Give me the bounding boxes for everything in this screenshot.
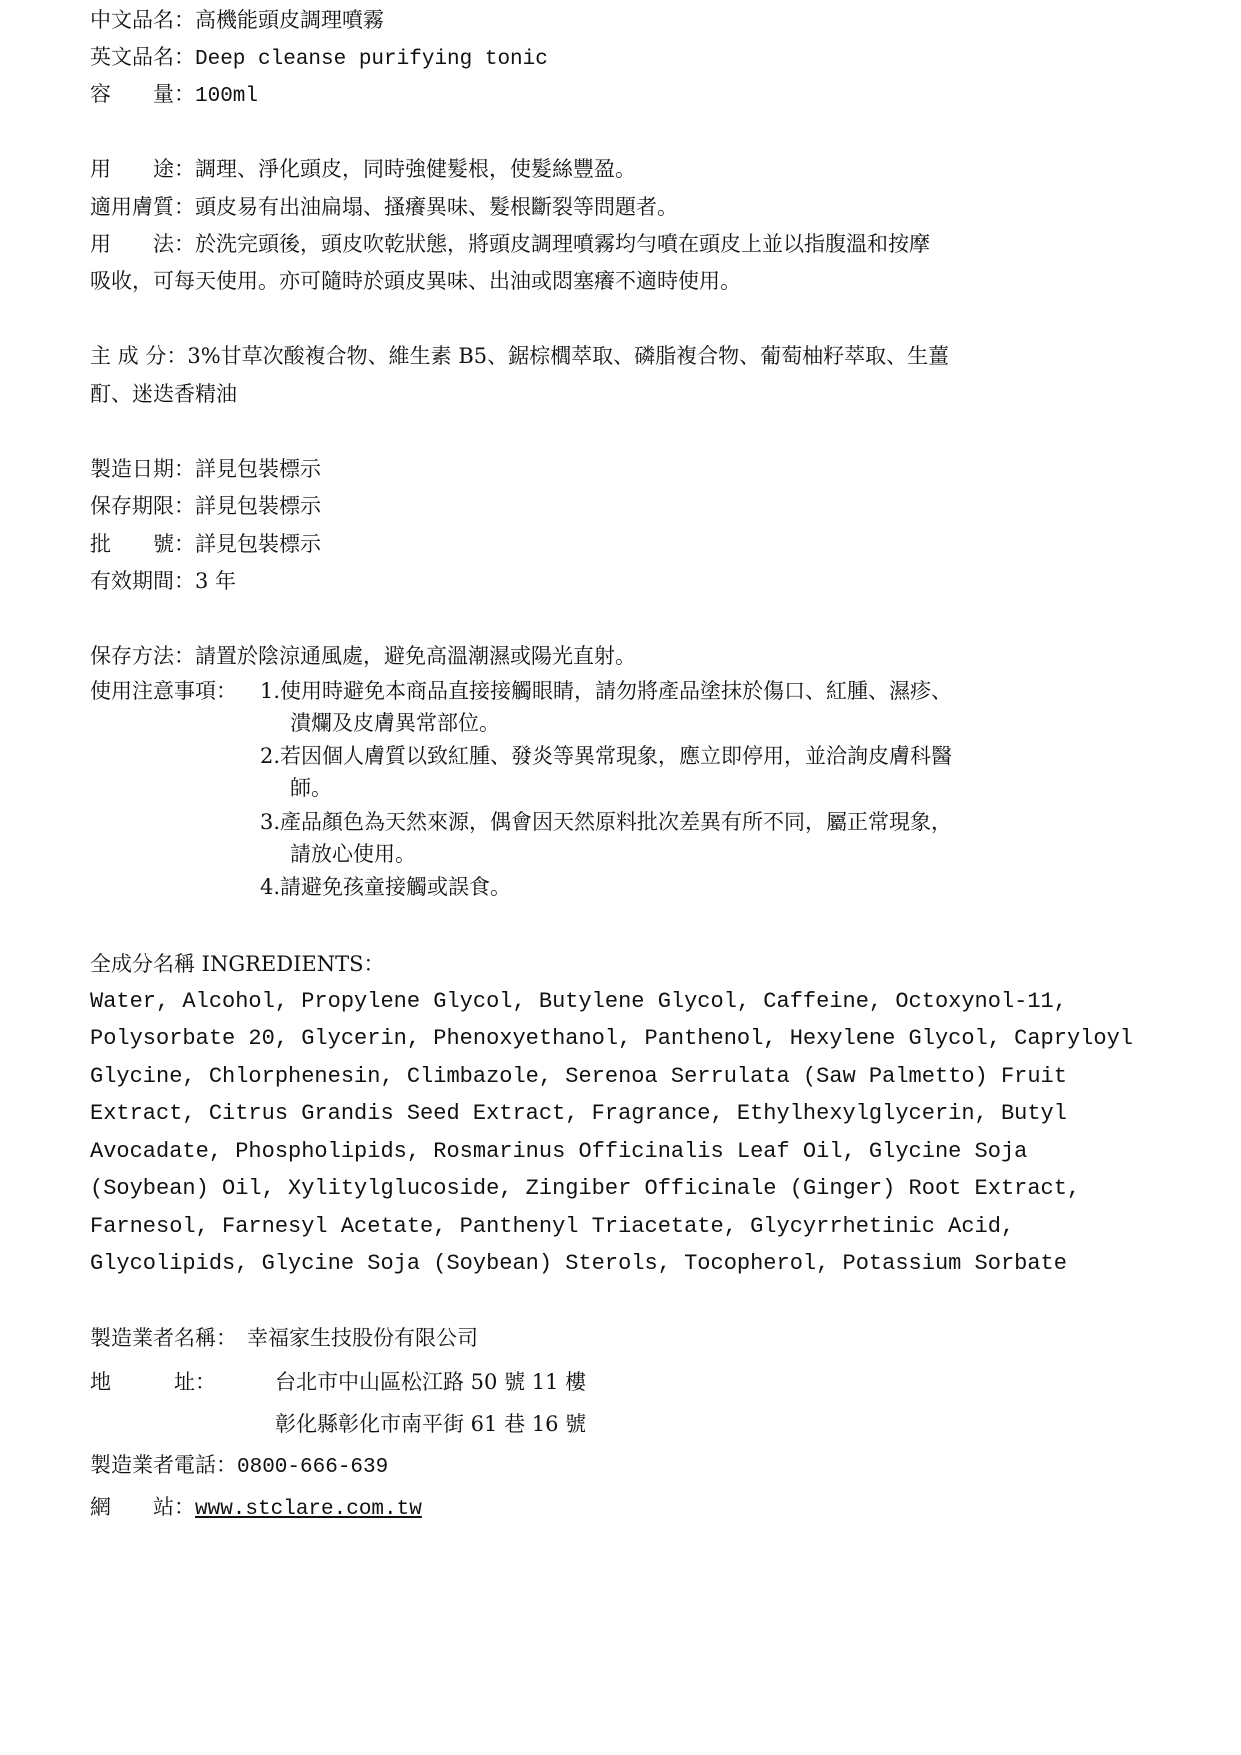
cn-name-label: 中文品名： — [90, 8, 195, 32]
volume-value: 100ml — [195, 85, 259, 108]
method-value-line2: 吸收，可每天使用。亦可隨時於頭皮異味、出油或悶塞癢不適時使用。 — [90, 269, 741, 293]
purpose-row — [90, 155, 636, 183]
skin-type-row — [90, 193, 678, 221]
ingredients-line: (Soybean) Oil, Xylitylglucoside, Zingiber Officinale (Ginger) Root Extract, — [90, 1176, 1081, 1201]
address-row — [90, 1368, 216, 1396]
main-ingredients-row — [90, 342, 949, 370]
cn-name-value: 高機能頭皮調理噴霧 — [195, 8, 384, 32]
precaution-item-3 — [260, 808, 952, 836]
precaution-number: 2. — [260, 744, 281, 768]
address-line-2: 彰化縣彰化市南平街 61 巷 16 號 — [275, 1412, 587, 1436]
mfg-date-label: 製造日期： — [90, 457, 195, 481]
storage-row — [90, 642, 636, 670]
storage-value: 請置於陰涼通風處，避免高溫潮濕或陽光直射。 — [195, 644, 636, 668]
precaution-item-4 — [260, 873, 511, 901]
main-ingredients-label: 主 成 分： — [90, 344, 188, 368]
ingredients-line: Glycine, Chlorphenesin, Climbazole, Serenoa Serrulata (Saw Palmetto) Fruit — [90, 1064, 1067, 1089]
mfg-date-value: 詳見包裝標示 — [195, 457, 321, 481]
full-ingredients-label: 全成分名稱 INGREDIENTS： — [90, 952, 385, 976]
website-row — [90, 1493, 422, 1521]
en-name-label: 英文品名： — [90, 45, 195, 69]
precaution-number: 4. — [260, 875, 281, 899]
expiry-label: 保存期限： — [90, 494, 195, 518]
precaution-text: 使用時避免本商品直接接觸眼睛，請勿將產品塗抹於傷口、紅腫、濕疹、 — [280, 679, 953, 703]
precaution-number: 3. — [260, 810, 281, 834]
phone-value: 0800-666-639 — [237, 1456, 389, 1479]
volume-row — [90, 80, 258, 108]
main-ingredients-row-continued — [90, 380, 237, 408]
method-row-continued — [90, 267, 741, 295]
address-line-1: 台北市中山區松江路 50 號 11 樓 — [275, 1370, 587, 1394]
batch-value: 詳見包裝標示 — [195, 532, 321, 556]
precaution-text: 產品顏色為天然來源，偶會因天然原料批次差異有所不同，屬正常現象， — [280, 810, 953, 834]
precaution-text: 若因個人膚質以致紅腫、發炎等異常現象，應立即停用，並洽詢皮膚科醫 — [280, 744, 953, 768]
purpose-label: 用 途： — [90, 157, 195, 181]
precautions-label-row — [90, 677, 237, 705]
ingredients-line: Farnesol, Farnesyl Acetate, Panthenyl Triacetate, Glycyrrhetinic Acid, — [90, 1214, 1015, 1239]
precaution-item-2-continued — [290, 774, 332, 802]
precaution-text-continued: 請放心使用。 — [290, 842, 416, 866]
precaution-text-continued: 師。 — [290, 776, 332, 800]
precaution-item-3-continued — [290, 840, 416, 868]
method-label: 用 法： — [90, 232, 195, 256]
precaution-text: 請避免孩童接觸或誤食。 — [280, 875, 512, 899]
ingredients-line: Avocadate, Phospholipids, Rosmarinus Officinalis Leaf Oil, Glycine Soja — [90, 1139, 1028, 1164]
ingredients-line: Extract, Citrus Grandis Seed Extract, Fragrance, Ethylhexylglycerin, Butyl — [90, 1101, 1067, 1126]
storage-label: 保存方法： — [90, 644, 195, 668]
precaution-item-1 — [260, 677, 952, 705]
batch-row — [90, 530, 321, 558]
ingredients-line: Water, Alcohol, Propylene Glycol, Butylene Glycol, Caffeine, Octoxynol-11, — [90, 989, 1067, 1014]
validity-label: 有效期間： — [90, 569, 195, 593]
expiry-row — [90, 492, 321, 520]
method-value-line1: 於洗完頭後，頭皮吹乾狀態，將頭皮調理噴霧均勻噴在頭皮上並以指腹溫和按摩 — [195, 232, 930, 256]
ingredients-line: Glycolipids, Glycine Soja (Soybean) Sterols, Tocopherol, Potassium Sorbate — [90, 1251, 1067, 1276]
skin-type-label: 適用膚質： — [90, 195, 195, 219]
precaution-number: 1. — [260, 679, 281, 703]
cn-name-row — [90, 6, 384, 34]
website-label: 網 站： — [90, 1495, 195, 1519]
en-name-value: Deep cleanse purifying tonic — [195, 48, 548, 71]
precautions-label: 使用注意事項： — [90, 679, 237, 703]
website-link[interactable]: www.stclare.com.tw — [195, 1498, 422, 1521]
precaution-item-2 — [260, 742, 952, 770]
main-ingredients-line1: 3%甘草次酸複合物、維生素 B5、鋸棕櫚萃取、磷脂複合物、葡萄柚籽萃取、生薑 — [187, 344, 950, 368]
purpose-value: 調理、淨化頭皮，同時強健髮根，使髮絲豐盈。 — [195, 157, 636, 181]
address-label: 地 址： — [90, 1370, 216, 1394]
volume-label: 容 量： — [90, 82, 195, 106]
en-name-row — [90, 43, 548, 71]
manufacturer-name-row — [90, 1324, 478, 1352]
validity-value: 3 年 — [195, 569, 237, 593]
full-ingredients-heading — [90, 950, 385, 978]
phone-row — [90, 1451, 388, 1479]
validity-row — [90, 567, 236, 595]
precaution-text-continued: 潰爛及皮膚異常部位。 — [290, 711, 500, 735]
expiry-value: 詳見包裝標示 — [195, 494, 321, 518]
ingredients-line: Polysorbate 20, Glycerin, Phenoxyethanol, Panthenol, Hexylene Glycol, Capryloyl — [90, 1026, 1133, 1051]
method-row — [90, 230, 930, 258]
main-ingredients-line2: 酊、迷迭香精油 — [90, 382, 237, 406]
mfg-date-row — [90, 455, 321, 483]
manufacturer-name-label: 製造業者名稱： — [90, 1326, 237, 1350]
batch-label: 批 號： — [90, 532, 195, 556]
precaution-item-1-continued — [290, 709, 500, 737]
manufacturer-name-value: 幸福家生技股份有限公司 — [247, 1326, 478, 1350]
skin-type-value: 頭皮易有出油扁塌、搔癢異味、髮根斷裂等問題者。 — [195, 195, 678, 219]
phone-label: 製造業者電話： — [90, 1453, 237, 1477]
